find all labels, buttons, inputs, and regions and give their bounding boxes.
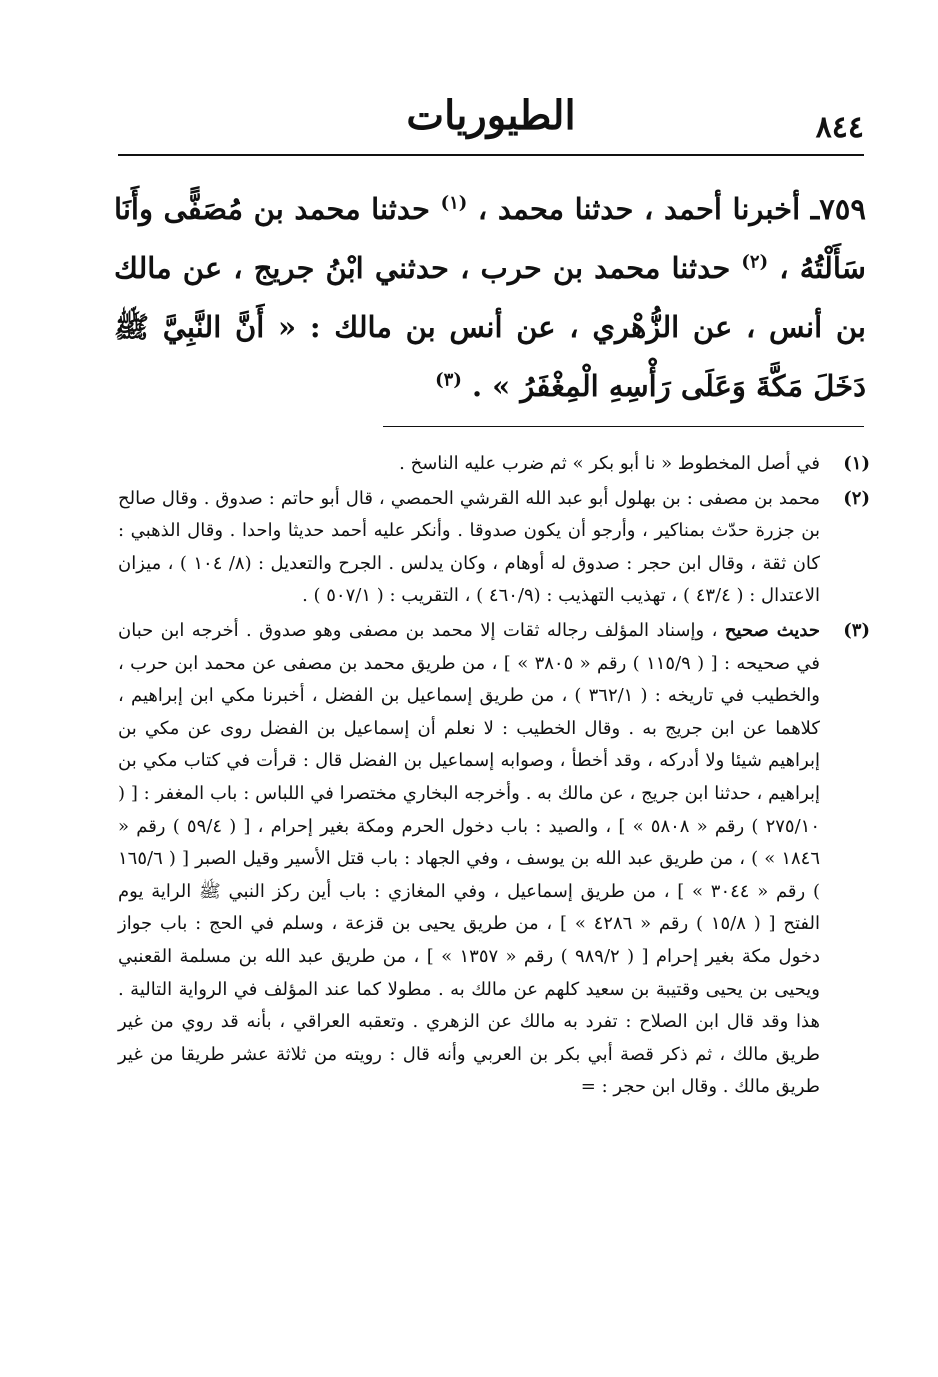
book-title: الطيوريات bbox=[406, 92, 576, 139]
footnote-number: (١) bbox=[843, 453, 870, 474]
header-divider bbox=[118, 154, 864, 156]
footnote-ref-2[interactable]: (٢) bbox=[741, 251, 769, 273]
footnote-ref-3[interactable]: (٣) bbox=[435, 369, 462, 391]
footnote-2 bbox=[118, 483, 870, 613]
footnote-text: في أصل المخطوط « نا أبو بكر » ثم ضرب عليه الناسخ . bbox=[399, 453, 820, 474]
hadith-number: ٧٥٩ـ bbox=[810, 192, 866, 226]
page-number: ٨٤٤ bbox=[815, 110, 864, 145]
footnote-number: (٣) bbox=[843, 619, 870, 641]
hadith-text bbox=[114, 180, 866, 416]
running-header bbox=[118, 88, 864, 150]
footnote-divider bbox=[383, 426, 864, 427]
footnote-text: ، وإسناد المؤلف رجاله ثقات إلا محمد بن مصفى وهو صدوق . أخرجه ابن حبان في صحيحه : [ ( ١١٥/٩ ) رقم « ٣٨٠٥ » ] ، من طريق محمد بن مصفى عن محمد ابن حرب ، والخطيب في تاريخه : ( ٣٦٢/١ ) ، من طريق إسماعيل بن الفضل ، أخبرنا مكي ابن إبراهيم ، كلاهما عن ابن جريج به . وقال الخطيب : لا نعلم أن إسماعيل بن الفضل روى عن مكي بن إبراهيم شيئا ولا أدركه ، وقد أخطأ ، وصوابه إسماعيل بن الفضل قال : قرأت في كتاب مكي بن إبراهيم ، حدثنا ابن جريج ، عن مالك به . وأخرجه البخاري مختصرا في اللباس : باب المغفر : [ ( ٢٧٥/١٠ ) رقم « ٥٨٠٨ » ] ، والصيد : باب دخول الحرم ومكة بغير إحرام ، [ ( ٥٩/٤ ) رقم « ١٨٤٦ » ) ، من طريق عبد الله بن يوسف ، وفي الجهاد : باب قتل الأسير وقيل الصبر [ ( ١٦٥/٦ ) رقم « ٣٠٤٤ » ] ، من طريق إسماعيل ، وفي المغازي : باب أين ركز النبي ﷺ الراية يوم الفتح [ ( ١٥/٨ ) رقم « ٤٢٨٦ » ] ، من طريق يحيى بن قزعة ، وسلم في الحج : باب جواز دخول مكة بغير إحرام [ ( ٩٨٩/٢ ) رقم « ١٣٥٧ » ] ، من طريق عبد الله بن مسلمة القعنبي ويحيى بن يحيى وقتيبة بن سعيد كلهم عن مالك به . مطولا كما عند المؤلف في الرواية التالية . هذا وقد قال ابن الصلاح : تفرد به مالك عن الزهري . وتعقبه العراقي ، بأنه قد روي من غير طريق مالك ، ثم ذكر قصة أبي بكر بن العربي وأنه قال : رويته من ثلاثة عشر طريقا من غير طريق مالك . وقال ابن حجر : = bbox=[118, 619, 821, 1098]
hadith-text-part-3: حدثنا محمد بن حرب ، حدثني ابْنُ جريج ، عن مالك بن أنس ، عن الزُّهْري ، عن أنس بن مالك : « أَنَّ النَّبِيَّ ﷺ دَخَلَ مَكَّةَ وَعَلَى رَأْسِهِ الْمِغْفَرُ » . bbox=[114, 251, 866, 403]
hadith-text-part-2: حدثنا محمد بن مُصَفًّى وأَنَا سَأَلْتُهُ ، bbox=[114, 192, 866, 285]
footnote-grading: حديث صحيح bbox=[724, 619, 820, 641]
hadith-text-part-1: أخبرنا أحمد ، حدثنا محمد ، bbox=[477, 192, 801, 226]
footnote-ref-1[interactable]: (١) bbox=[440, 192, 468, 214]
footnote-text: محمد بن مصفى : بن بهلول أبو عبد الله القرشي الحمصي ، قال أبو حاتم : صدوق . وقال صالح بن جزرة حدّث بمناكير ، وأرجو أن يكون صدوقا . وأنكر عليه أحمد حديثا واحدا . وقال الذهبي : كان ثقة ، وقال ابن حجر : صدوق له أوهام ، وكان يدلس . الجرح والتعديل : (٨/ ١٠٤ ) ، ميزان الاعتدال : ( ٤٣/٤ ) ، تهذيب التهذيب : (٤٦٠/٩ ) ، التقريب : ( ٥٠٧/١ ) . bbox=[118, 487, 820, 607]
footnote-number: (٢) bbox=[843, 487, 870, 509]
footnote-1 bbox=[118, 448, 870, 481]
footnotes bbox=[118, 448, 870, 1106]
footnote-3 bbox=[118, 615, 870, 1104]
